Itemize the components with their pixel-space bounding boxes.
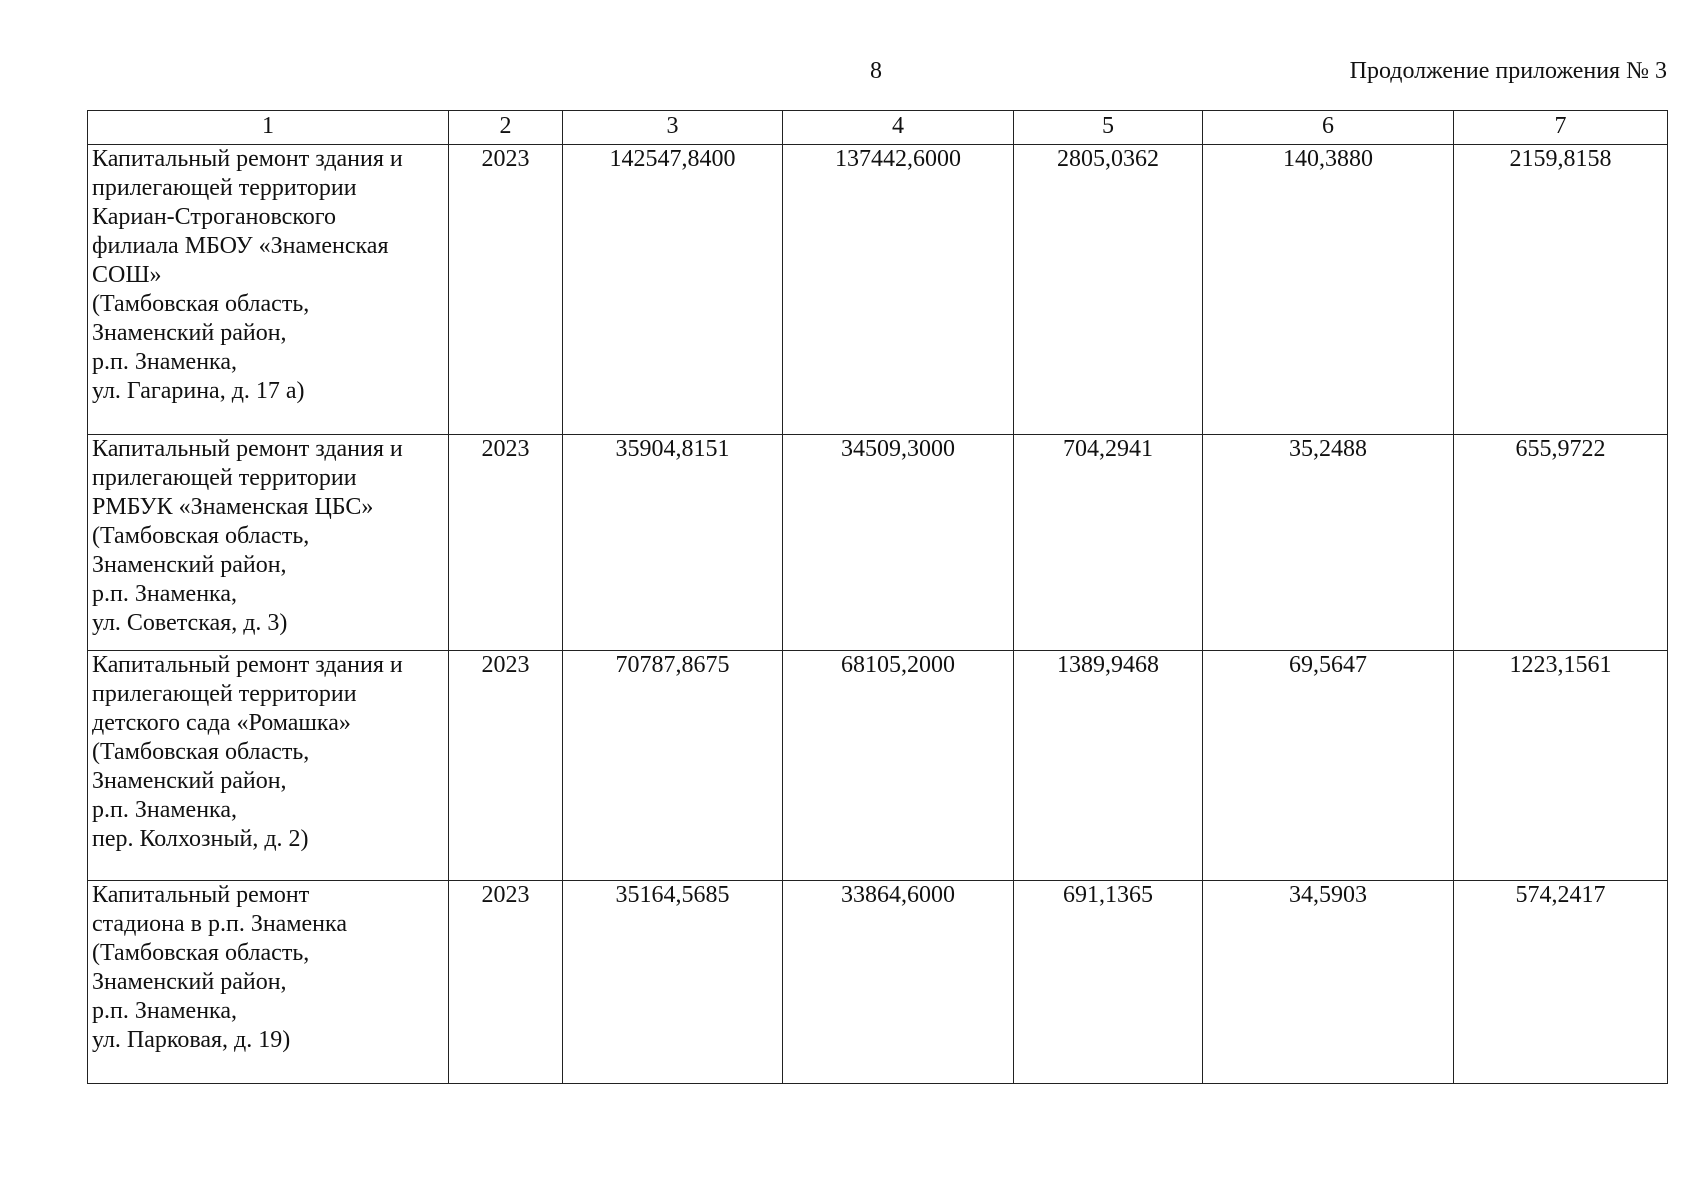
- value-cell-col3: 35904,8151: [563, 435, 783, 651]
- year-cell: 2023: [449, 651, 563, 881]
- value-cell-col5: 691,1365: [1014, 881, 1203, 1084]
- appendix-table: [87, 110, 1668, 1084]
- value-cell-col6: 69,5647: [1203, 651, 1454, 881]
- header-row: [88, 111, 1668, 145]
- table-row: [88, 145, 1668, 435]
- column-header: 5: [1014, 111, 1203, 145]
- value-cell-col6: 140,3880: [1203, 145, 1454, 435]
- column-header: 1: [88, 111, 449, 145]
- page-number: 8: [870, 58, 882, 84]
- value-cell-col3: 142547,8400: [563, 145, 783, 435]
- value-cell-col7: 574,2417: [1454, 881, 1668, 1084]
- object-description: Капитальный ремонт стадиона в р.п. Знаменка (Тамбовская область, Знаменский район, р.п. Знаменка, ул. Парковая, д. 19): [88, 881, 449, 1084]
- column-header: 3: [563, 111, 783, 145]
- value-cell-col5: 704,2941: [1014, 435, 1203, 651]
- value-cell-col7: 1223,1561: [1454, 651, 1668, 881]
- table-row: [88, 651, 1668, 881]
- column-header: 7: [1454, 111, 1668, 145]
- year-cell: 2023: [449, 435, 563, 651]
- value-cell-col4: 68105,2000: [783, 651, 1014, 881]
- column-header: 6: [1203, 111, 1454, 145]
- value-cell-col5: 1389,9468: [1014, 651, 1203, 881]
- value-cell-col5: 2805,0362: [1014, 145, 1203, 435]
- appendix-continuation-label: Продолжение приложения № 3: [1349, 58, 1667, 84]
- value-cell-col4: 137442,6000: [783, 145, 1014, 435]
- value-cell-col4: 33864,6000: [783, 881, 1014, 1084]
- value-cell-col3: 35164,5685: [563, 881, 783, 1084]
- object-description: Капитальный ремонт здания и прилегающей территории Кариан-Строгановского филиала МБОУ «Знаменская СОШ» (Тамбовская область, Знаменский район, р.п. Знаменка, ул. Гагарина, д. 17 а): [88, 145, 449, 435]
- value-cell-col7: 2159,8158: [1454, 145, 1668, 435]
- object-description: Капитальный ремонт здания и прилегающей территории детского сада «Ромашка» (Тамбовская область, Знаменский район, р.п. Знаменка, пер. Колхозный, д. 2): [88, 651, 449, 881]
- table-row: [88, 435, 1668, 651]
- value-cell-col3: 70787,8675: [563, 651, 783, 881]
- value-cell-col4: 34509,3000: [783, 435, 1014, 651]
- value-cell-col6: 35,2488: [1203, 435, 1454, 651]
- value-cell-col6: 34,5903: [1203, 881, 1454, 1084]
- column-header: 2: [449, 111, 563, 145]
- year-cell: 2023: [449, 145, 563, 435]
- object-description: Капитальный ремонт здания и прилегающей территории РМБУК «Знаменская ЦБС» (Тамбовская область, Знаменский район, р.п. Знаменка, ул. Советская, д. 3): [88, 435, 449, 651]
- value-cell-col7: 655,9722: [1454, 435, 1668, 651]
- year-cell: 2023: [449, 881, 563, 1084]
- column-header: 4: [783, 111, 1014, 145]
- table-row: [88, 881, 1668, 1084]
